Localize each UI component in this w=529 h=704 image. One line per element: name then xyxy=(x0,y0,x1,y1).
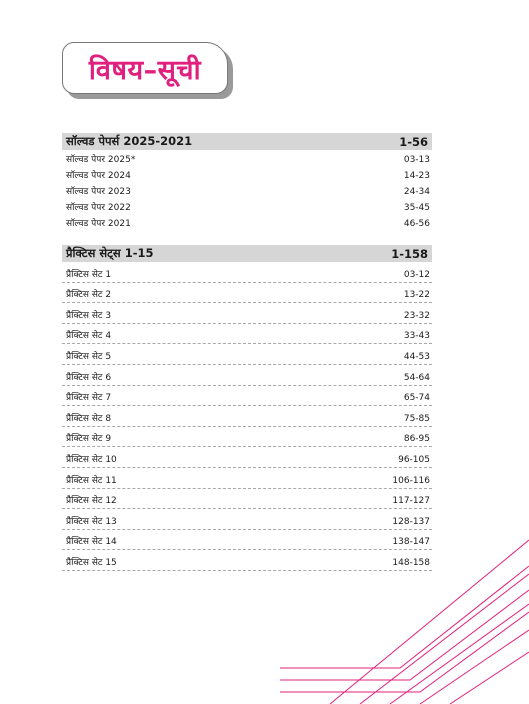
practice-sets-header xyxy=(62,245,432,262)
toc-row-label: प्रैक्टिस सेट 1 xyxy=(66,269,112,280)
toc-row[interactable] xyxy=(62,447,432,468)
toc-row[interactable] xyxy=(62,182,432,198)
toc-row-pages: 46-56 xyxy=(403,219,430,229)
toc-row[interactable] xyxy=(62,468,432,489)
page-title-badge xyxy=(62,42,236,100)
solved-papers-heading: सॉल्वड पेपर्स 2025-2021 xyxy=(66,134,193,148)
toc-row-pages: 86-95 xyxy=(403,434,430,445)
deco-line xyxy=(390,604,529,704)
toc-row-label: प्रैक्टिस सेट 15 xyxy=(66,557,117,568)
toc-row-pages: 128-137 xyxy=(392,516,430,527)
toc-row-label: प्रैक्टिस सेट 7 xyxy=(66,393,112,404)
toc-row[interactable] xyxy=(62,386,432,407)
toc-row-pages: 117-127 xyxy=(392,496,430,507)
toc-row[interactable] xyxy=(62,365,432,386)
toc-row-pages: 138-147 xyxy=(392,537,430,548)
practice-sets-list xyxy=(62,262,432,571)
deco-line xyxy=(420,630,529,704)
toc-row[interactable] xyxy=(62,324,432,345)
toc-row-pages: 03-13 xyxy=(403,155,430,165)
toc-row[interactable] xyxy=(62,550,432,571)
toc-row-pages: 148-158 xyxy=(392,557,430,568)
practice-sets-range: 1-158 xyxy=(391,246,428,261)
toc-row-pages: 54-64 xyxy=(403,372,430,383)
deco-line xyxy=(360,574,529,704)
toc-row-label: प्रैक्टिस सेट 8 xyxy=(66,413,112,424)
toc-row-pages: 03-12 xyxy=(403,269,430,280)
toc-row-pages: 14-23 xyxy=(403,171,430,181)
toc-row-label: सॉल्वड पेपर 2023 xyxy=(66,187,131,197)
toc-row-pages: 24-34 xyxy=(403,187,430,197)
toc-row-label: प्रैक्टिस सेट 11 xyxy=(66,475,117,486)
toc-row-label: प्रैक्टिस सेट 6 xyxy=(66,372,112,383)
toc-row-label: प्रैक्टिस सेट 5 xyxy=(66,351,112,362)
title-badge-box xyxy=(62,42,228,94)
toc-row[interactable] xyxy=(62,427,432,448)
toc-row[interactable] xyxy=(62,150,432,166)
page-title: विषय–सूची xyxy=(88,54,202,86)
toc-row-label: प्रैक्टिस सेट 14 xyxy=(66,537,117,548)
toc-row-label: सॉल्वड पेपर 2025* xyxy=(66,155,136,165)
solved-papers-header xyxy=(62,133,432,150)
deco-line xyxy=(280,566,529,668)
toc-row-pages: 65-74 xyxy=(403,393,430,404)
toc-row[interactable] xyxy=(62,198,432,214)
toc-row-label: प्रैक्टिस सेट 3 xyxy=(66,310,112,321)
toc-row[interactable] xyxy=(62,489,432,510)
deco-line xyxy=(450,652,529,704)
toc-row-pages: 96-105 xyxy=(398,454,430,465)
toc-row[interactable] xyxy=(62,303,432,324)
toc-row-label: प्रैक्टिस सेट 12 xyxy=(66,496,117,507)
toc-row-pages: 33-43 xyxy=(403,331,430,342)
solved-papers-list xyxy=(62,150,432,230)
toc-row[interactable] xyxy=(62,262,432,283)
toc-row[interactable] xyxy=(62,530,432,551)
deco-line xyxy=(280,612,529,692)
toc-row-label: प्रैक्टिस सेट 10 xyxy=(66,454,117,465)
toc-row-pages: 23-32 xyxy=(403,310,430,321)
toc-row-pages: 44-53 xyxy=(403,351,430,362)
practice-sets-section xyxy=(62,245,432,571)
solved-papers-range: 1-56 xyxy=(399,134,428,149)
toc-row-label: सॉल्वड पेपर 2022 xyxy=(66,203,131,213)
toc-row-pages: 35-45 xyxy=(403,203,430,213)
practice-sets-heading: प्रैक्टिस सेट्स 1-15 xyxy=(66,246,154,260)
toc-row-label: सॉल्वड पेपर 2021 xyxy=(66,219,131,229)
toc-row-label: प्रैक्टिस सेट 13 xyxy=(66,516,117,527)
toc-row[interactable] xyxy=(62,214,432,230)
toc-row[interactable] xyxy=(62,509,432,530)
toc-row-label: प्रैक्टिस सेट 4 xyxy=(66,331,112,342)
toc-row-pages: 13-22 xyxy=(403,290,430,301)
toc-row-label: प्रैक्टिस सेट 9 xyxy=(66,434,112,445)
toc-row[interactable] xyxy=(62,406,432,427)
toc-row-pages: 75-85 xyxy=(403,413,430,424)
toc-row-label: सॉल्वड पेपर 2024 xyxy=(66,171,131,181)
deco-line xyxy=(280,590,529,680)
toc-row[interactable] xyxy=(62,344,432,365)
toc-row-label: प्रैक्टिस सेट 2 xyxy=(66,290,112,301)
toc-row[interactable] xyxy=(62,166,432,182)
solved-papers-section xyxy=(62,133,432,230)
toc-row-pages: 106-116 xyxy=(392,475,430,486)
toc-row[interactable] xyxy=(62,283,432,304)
